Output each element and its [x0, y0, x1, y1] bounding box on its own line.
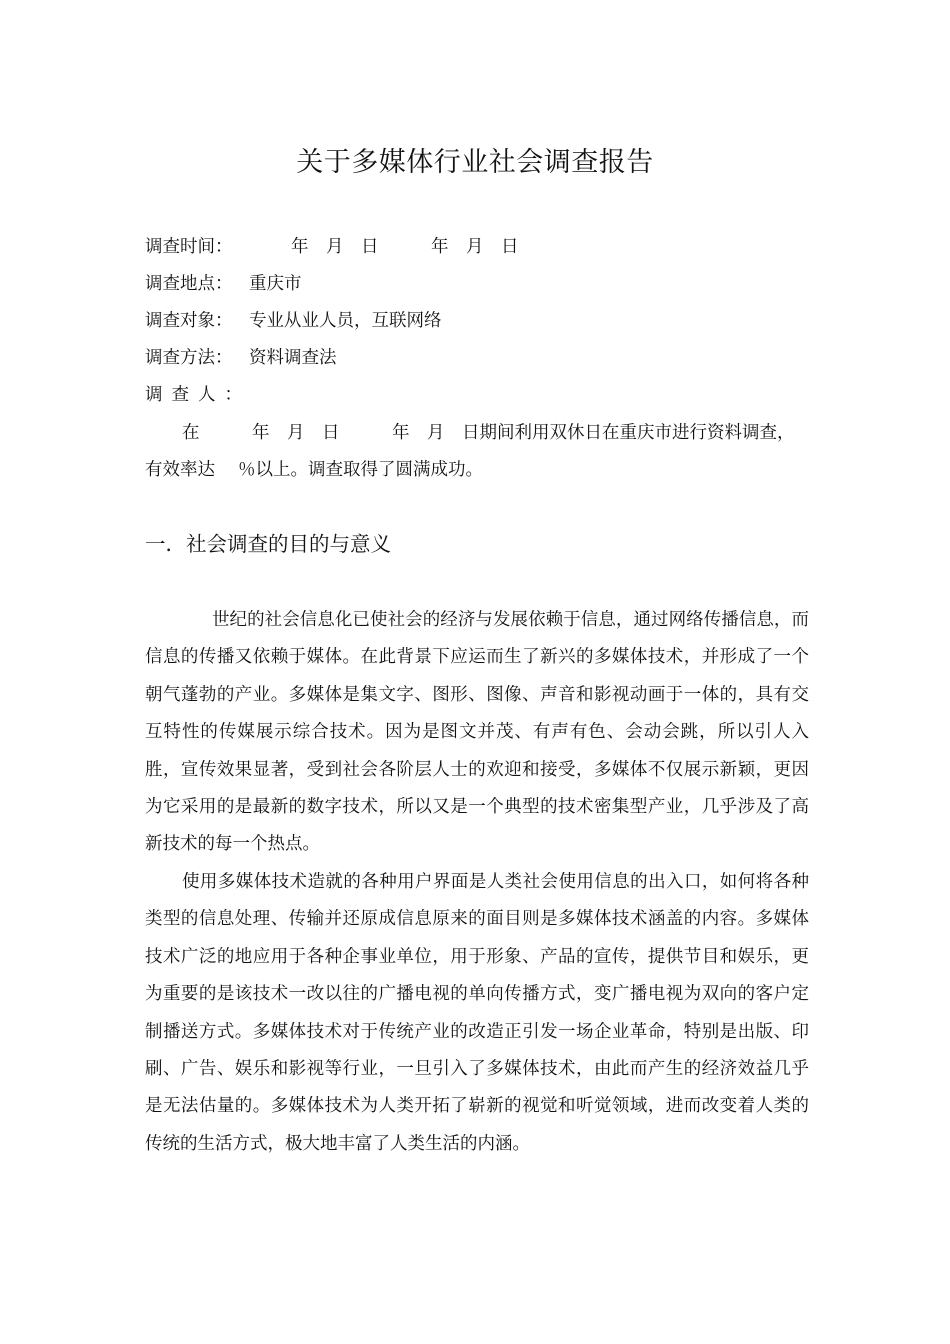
survey-info-block — [145, 229, 815, 414]
intro-text: 在 年 月 日 年 月 日期间利用双休日在重庆市进行资料调查，有效率达 ％以上。调查取得了圆满成功。 — [145, 423, 795, 480]
info-row-time — [145, 229, 815, 266]
info-row-subject — [145, 303, 815, 340]
info-value-location: 重庆市 — [249, 274, 302, 294]
info-label-subject: 调查对象： — [145, 311, 233, 331]
body-paragraph-2: 使用多媒体技术造就的各种用户界面是人类社会使用信息的出入口，如何将各种类型的信息处理、传输并还原成信息原来的面目则是多媒体技术涵盖的内容。多媒体技术广泛的地应用于各种企事业单位，用于形象、产品的宣传，提供节目和娱乐，更为重要的是该技术一改以往的广播电视的单向传播方式，变广播电视为双向的客户定制播送方式。多媒体技术对于传统产业的改造正引发一场企业革命，特别是出版、印刷、广告、娱乐和影视等行业，一旦引入了多媒体技术，由此而产生的经济效益几乎是无法估量的。多媒体技术为人类开拓了崭新的视觉和听觉领域，进而改变着人类的传统的生活方式，极大地丰富了人类生活的内涵。 — [145, 872, 809, 1154]
intro-paragraph — [145, 415, 809, 489]
info-value-subject: 专业从业人员，互联网络 — [249, 311, 442, 331]
info-value-time: 年 月 日 年 月 日 — [291, 237, 519, 257]
info-label-method: 调查方法： — [145, 348, 233, 368]
document-title: 关于多媒体行业社会调查报告 — [296, 147, 654, 178]
info-row-location — [145, 266, 815, 303]
section-heading-purpose: 一．社会调查的目的与意义 — [145, 532, 391, 556]
info-label-investigator: 调查人： — [145, 385, 251, 405]
info-row-investigator — [145, 377, 815, 414]
info-row-method — [145, 340, 815, 377]
info-value-method: 资料调查法 — [249, 348, 337, 368]
body-paragraph-1: 世纪的社会信息化已使社会的经济与发展依赖于信息，通过网络传播信息，而信息的传播又依赖于媒体。在此背景下应运而生了新兴的多媒体技术，并形成了一个朝气蓬勃的产业。多媒体是集文字、图形、图像、声音和影视动画于一体的，具有交互特性的传媒展示综合技术。因为是图文并茂、有声有色、会动会跳，所以引人入胜，宣传效果显著，受到社会各阶层人士的欢迎和接受，多媒体不仅展示新颖，更因为它采用的是最新的数字技术，所以又是一个典型的技术密集型产业，几乎涉及了高新技术的每一个热点。 — [145, 610, 809, 855]
info-label-location: 调查地点： — [145, 274, 233, 294]
info-label-time: 调查时间： — [145, 237, 233, 257]
